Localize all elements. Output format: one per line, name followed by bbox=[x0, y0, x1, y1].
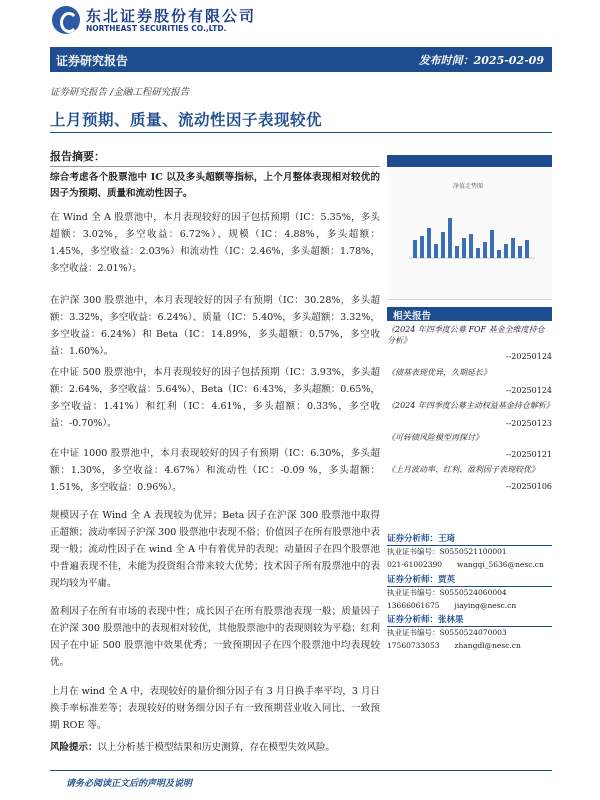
analyst-cert: 执业证书编号：S0550521100001 bbox=[387, 547, 507, 556]
body-paragraph: 上月在 wind 全 A 中，表现较好的量价细分因子有 3 月日换手率平均，3 月日换手率标准差等；表现较好的财务细分因子有一致预期营业收入同比、一致预期 ROE 等。 bbox=[50, 686, 380, 731]
chart-bar bbox=[518, 246, 522, 258]
related-report-date: --20250124 bbox=[505, 386, 552, 395]
chart-bar bbox=[476, 248, 480, 258]
chart-bar bbox=[497, 250, 501, 258]
company-name-cn: 东北证券股份有限公司 bbox=[86, 7, 257, 25]
chart-bar bbox=[434, 244, 438, 258]
chart-bar bbox=[448, 218, 452, 258]
chart-bar bbox=[504, 244, 508, 258]
summary-section bbox=[50, 148, 380, 202]
analyst-heading: 证券分析师：张林果 bbox=[387, 613, 552, 627]
chart-caption: 净值走势图 bbox=[453, 183, 484, 190]
breadcrumb: 证券研究报告 /金融工程研究报告 bbox=[50, 87, 190, 98]
body-paragraph: 在沪深 300 股票池中，本月表现较好的因子有预期（IC：30.28%，多头超额：3.32%，多空收益：6.24%）、质量（IC：5.40%，多头超额：3.32%，多空收益：6.24%）和 Beta（IC：14.89%，多头超额：0.57%，多空收益：1.60%）。 bbox=[50, 295, 380, 357]
analyst-heading: 证券分析师：王琦 bbox=[387, 532, 552, 546]
nav-chart-svg bbox=[387, 168, 552, 300]
publish-date: 发布时间：2025-02-09 bbox=[418, 54, 544, 67]
related-report-link[interactable]: 《2024 年四季度公募 FOF 基金全维度持仓分析》 bbox=[387, 325, 545, 345]
related-report-date: --20250123 bbox=[505, 419, 552, 428]
body-paragraph: 盈利因子在所有市场的表现中性；成长因子在所有股票池表现一般；质量因子在沪深 300 股票池中的表现相对较优，其他股票池中的表现则较为平稳；红利因子在中证 500 股票池中效果优秀；一致预期因子在四个股票池中均表现较优。 bbox=[50, 606, 380, 668]
analyst-contact[interactable]: 021-61002390 wangqi_5636@nesc.cn bbox=[387, 560, 544, 569]
sidebar-top-bar bbox=[387, 155, 552, 167]
analyst-heading: 证券分析师：贾英 bbox=[387, 573, 552, 587]
chart-bar bbox=[427, 228, 431, 258]
page-title: 上月预期、质量、流动性因子表现较优 bbox=[50, 110, 323, 129]
chart-bar bbox=[455, 246, 459, 258]
risk-label: 风险提示： bbox=[50, 742, 98, 753]
analyst-cert: 执业证书编号：S0550524060004 bbox=[387, 588, 507, 597]
body-paragraph: 规模因子在 Wind 全 A 表现较为优异；Beta 因子在沪深 300 股票池中取得正超额；波动率因子沪深 300 股票池中表现不俗；价值因子在所有股票池中表现一般；流动性因子在 wind 全 A 中有着优异的表现；动量因子在四个股票池中普遍表现不佳，未能为投资组合带来较大优势；技术因子所有股票池中的表现均较为平庸。 bbox=[50, 510, 380, 589]
footer-rule bbox=[50, 770, 552, 771]
related-report-link[interactable]: 《2024 年四季度公募主动权益基金持仓解析》 bbox=[387, 401, 554, 410]
related-report-date: --20250124 bbox=[505, 352, 552, 361]
chart-bar bbox=[490, 230, 494, 258]
footer-disclaimer: 请务必阅读正文后的声明及说明 bbox=[66, 779, 193, 789]
related-report-date: --20250106 bbox=[505, 482, 552, 491]
chart-bar bbox=[462, 238, 466, 258]
risk-warning bbox=[50, 740, 380, 756]
analyst-contact[interactable]: 17560733053 zhangdl@nesc.cn bbox=[387, 641, 521, 650]
analyst-contact[interactable]: 13666061675 jiaying@nesc.cn bbox=[387, 601, 517, 610]
analyst-cert: 执业证书编号：S0550524070003 bbox=[387, 628, 507, 637]
title-divider bbox=[50, 132, 552, 133]
header-bar bbox=[50, 47, 552, 72]
chart-bars bbox=[409, 218, 535, 258]
chart-bar bbox=[441, 232, 445, 258]
chart-bar bbox=[483, 242, 487, 258]
body-paragraph: 在中证 500 股票池中，本月表现较好的因子包括预期（IC：3.93%，多头超额：2.64%，多空收益：5.64%）、Beta（IC：6.43%，多头超额：0.65%，多空收益：1.41%）和红利（IC：4.61%，多头超额：0.33%，多空收益：-0.70%）。 bbox=[50, 367, 380, 429]
related-report-link[interactable]: 《债基表现优异，久期延长》 bbox=[387, 368, 491, 377]
chart-bar bbox=[525, 240, 529, 258]
nav-chart bbox=[387, 168, 552, 300]
body-paragraph: 在 Wind 全 A 股票池中，本月表现较好的因子包括预期（IC：5.35%，多头超额：3.02%，多空收益：6.72%）、规模（IC：4.88%，多头超额：1.45%，多空收益：2.03%）和流动性（IC：2.46%，多头超额：1.78%，多空收益：2.01%）。 bbox=[50, 212, 380, 274]
body-paragraph: 在中证 1000 股票池中，本月表现较好的因子有预期（IC：6.30%，多头超额：1.30%，多空收益：4.67%）和流动性（IC：-0.09 %，多头超额：1.51%，多空收益：0.96%）。 bbox=[50, 448, 380, 493]
company-name-en: NORTHEAST SECURITIES CO.,LTD. bbox=[86, 24, 227, 33]
doc-type: 证券研究报告 bbox=[56, 54, 129, 68]
company-logo bbox=[52, 4, 292, 34]
chart-bar bbox=[420, 236, 424, 258]
summary-lead: 综合考虑各个股票池中 IC 以及多头超额等指标，上个月整体表现相对较优的因子为预期、质量和流动性因子。 bbox=[50, 172, 380, 199]
chart-bar bbox=[469, 234, 473, 258]
risk-text: 以上分析基于模型结果和历史测算，存在模型失效风险。 bbox=[97, 742, 336, 753]
logo-mark-icon bbox=[52, 6, 80, 34]
related-report-link[interactable]: 《可转债风险模型再探讨》 bbox=[387, 433, 483, 442]
summary-heading: 报告摘要： bbox=[50, 148, 380, 167]
chart-bar bbox=[511, 238, 515, 258]
related-report-date: --20250121 bbox=[505, 450, 552, 459]
related-heading: 相关报告 bbox=[387, 307, 552, 321]
related-report-link[interactable]: 《上月波动率、红利、盈利因子表现较优》 bbox=[387, 465, 539, 474]
chart-bar bbox=[413, 240, 417, 258]
